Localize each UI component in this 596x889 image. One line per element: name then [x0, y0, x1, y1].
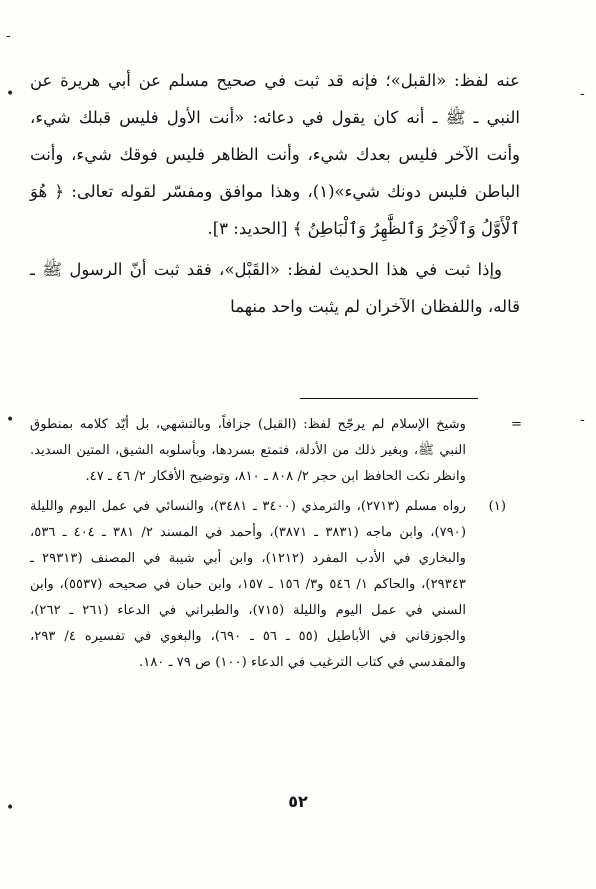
main-text [30, 62, 520, 325]
footnote-separator [300, 398, 478, 399]
footnote-1 [30, 494, 506, 676]
margin-mark: - [580, 412, 585, 428]
margin-mark: • [6, 86, 15, 102]
margin-mark: - [6, 28, 11, 44]
continuation-marker: = [510, 417, 522, 432]
page-number: ٥٢ [288, 792, 308, 811]
footnote-number: (١) [488, 499, 506, 514]
margin-mark: • [6, 800, 15, 816]
paragraph: وإذا ثبت في هذا الحديث لفظ: «القَبْل»، فقد ثبت أنّ الرسول ﷺ ـ قاله، واللفظان الآخران لم يثبت واحد منهما [30, 260, 520, 316]
paragraph: عنه لفظ: «القبل»؛ فإنه قد ثبت في صحيح مسلم عن أبي هريرة عن النبي ـ ﷺ ـ أنه كان يقول في دعائه: «أنت الأول فليس قبلك شيء، وأنت الآخر فليس بعدك شيء، وأنت الظاهر فليس فوقك شيء، وأنت الباطن فليس دونك شيء»(١)، وهذا موافق ومفسّر لقوله تعالى: ﴿ هُوَ ٱلْأَوَّلُ وَٱلْآخِرُ وَٱلظَّٰهِرُ وَٱلْبَاطِنُ ﴾ [الحديد: ٣]. [30, 71, 521, 238]
footnote-text: وشيخ الإسلام لم يرجّح لفظ: (القبل) جزافاً، وبالتشهي، بل أيّد كلامه بمنطوق النبي ﷺ، وبغير ذلك من الأدلة، فتمتع بسردها، وبأسلوبه الشيق، المتين السديد. وانظر نكت الحافظ ابن حجر ٢/ ٨٠٨ ـ ٨١٠، وتوضيح الأفكار ٢/ ٤٦ ـ ٤٧. [30, 417, 466, 484]
footnote-continuation [30, 412, 522, 490]
footnote-text: رواه مسلم (٢٧١٣)، والترمذي (٣٤٠٠ ـ ٣٤٨١)، والنسائي في عمل اليوم والليلة (٧٩٠)، وابن ماجه (٣٨٣١ ـ ٣٨٧١)، وأحمد في المسند ٢/ ٣٨١ ـ ٤٠٤ ـ ٥٣٦، والبخاري في الأدب المفرد (١٢١٢)، وابن أبي شيبة في المصنف (٢٩٣١٣ ـ ٢٩٣٤٣)، والحاكم ١/ ٥٤٦ و٣/ ١٥٦ ـ ١٥٧، وابن حبان في صحيحه (٥٥٣٧)، وابن السني في عمل اليوم والليلة (٧١٥)، والطبراني في الدعاء (٢٦١ ـ ٢٦٢)، والجوزقاني في الأباطيل (٥٥ ـ ٥٦ ـ ٦٩٠)، والبغوي في تفسيره ٤/ ٢٩٣، والمقدسي في كتاب الترغيب في الدعاء (١٠٠) ص ٧٩ ـ ١٨٠. [30, 499, 467, 670]
margin-mark: - [580, 86, 585, 102]
footnotes [30, 412, 522, 676]
margin-mark: • [6, 412, 15, 428]
